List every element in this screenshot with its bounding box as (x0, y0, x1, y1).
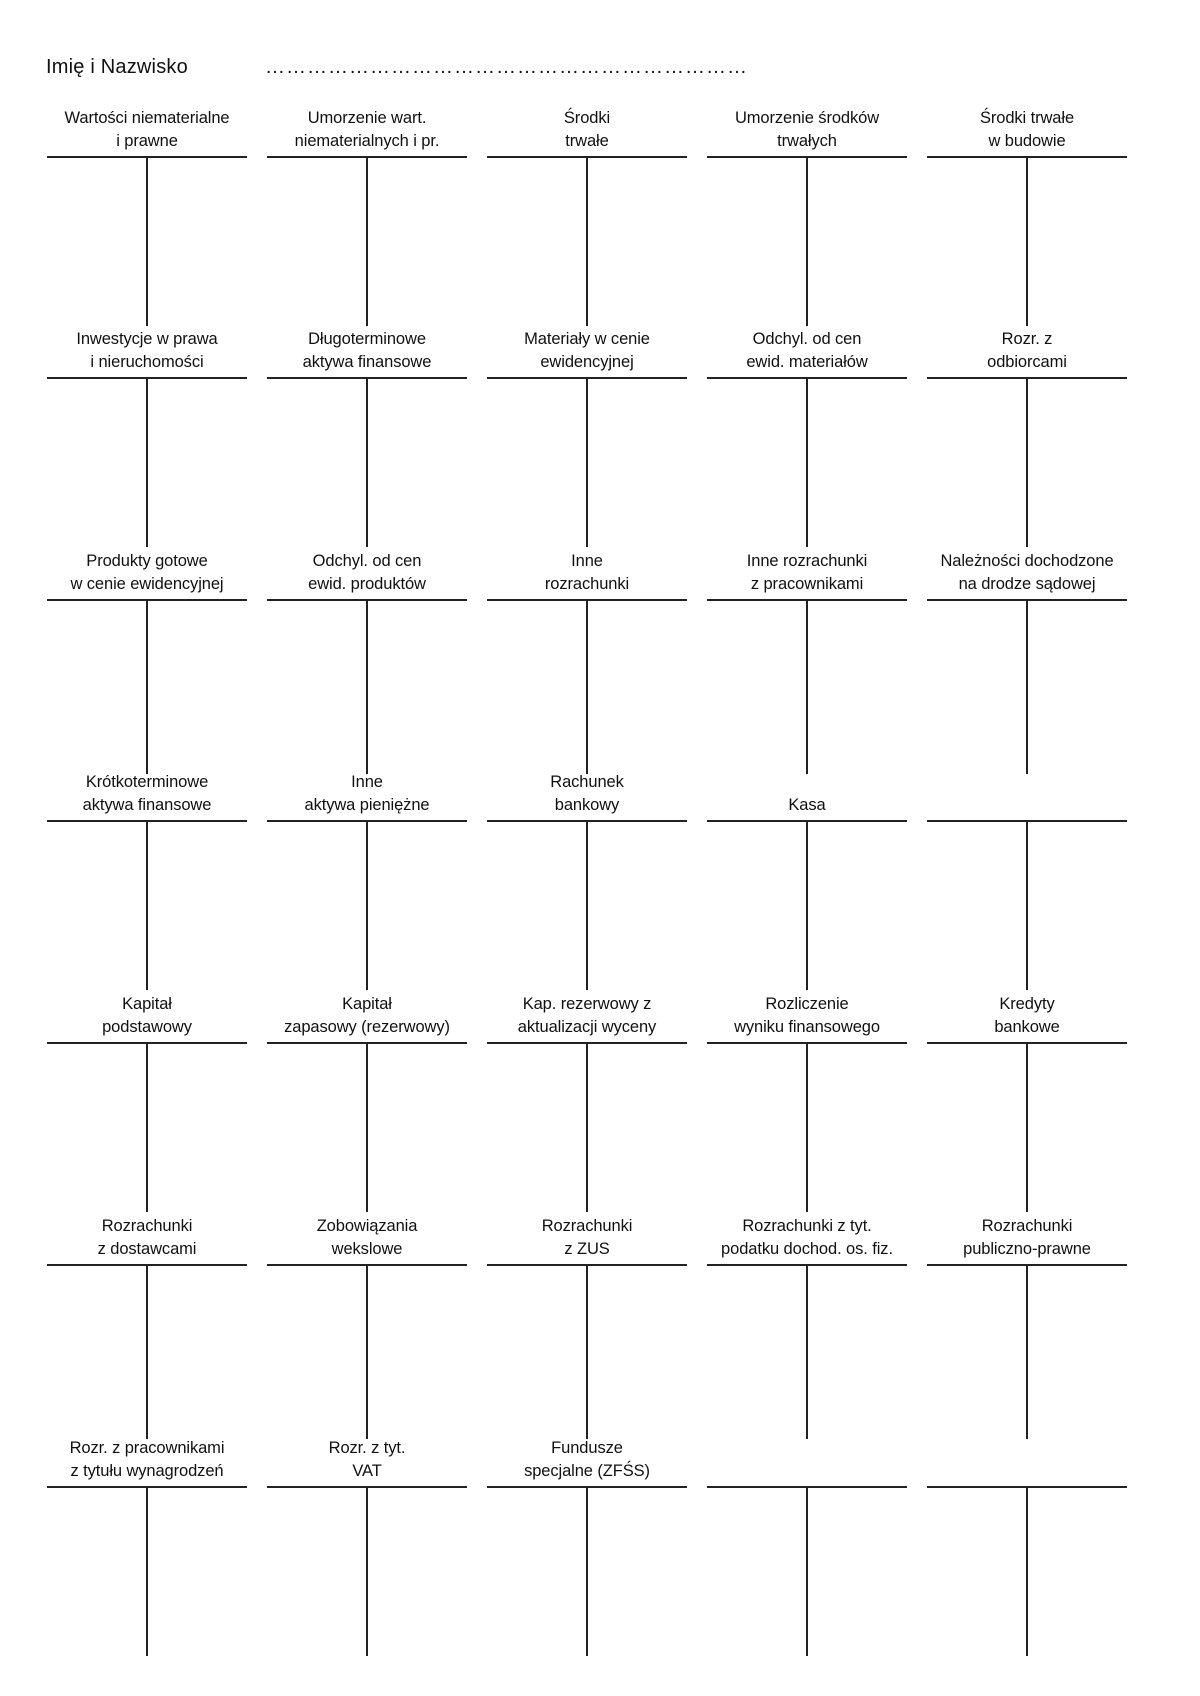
t-account-title: Inne aktywa pieniężne (304, 773, 430, 814)
t-account-divider (146, 156, 148, 326)
name-label: Imię i Nazwisko (46, 56, 188, 78)
t-account-divider (1026, 1486, 1028, 1656)
t-account-title: Produkty gotowe w cenie ewidencyjnej (70, 552, 224, 593)
t-account-divider (1026, 1264, 1028, 1439)
t-account-title: Inne rozrachunki (544, 552, 630, 593)
t-account-title: Odchyl. od cen ewid. produktów (308, 552, 426, 593)
t-account-title: Rozrachunki z dostawcami (97, 1217, 197, 1258)
t-account-divider (366, 156, 368, 326)
t-account-divider (1026, 156, 1028, 326)
t-account-title: Rozrachunki z ZUS (541, 1217, 633, 1258)
t-account-title: Rozliczenie wyniku finansowego (734, 995, 880, 1036)
t-account-divider (586, 1486, 588, 1656)
t-account-divider (146, 377, 148, 547)
t-account-divider (586, 377, 588, 547)
t-account-title: Kap. rezerwowy z aktualizacji wyceny (517, 995, 657, 1036)
t-account-title: Krótkoterminowe aktywa finansowe (82, 773, 212, 814)
t-account-title: Środki trwałe w budowie (979, 109, 1075, 150)
t-account-divider (146, 820, 148, 990)
t-account-divider (1026, 820, 1028, 990)
t-account-divider (366, 1264, 368, 1439)
t-account-title: Inne rozrachunki z pracownikami (746, 552, 868, 593)
t-account-divider (1026, 599, 1028, 774)
t-account-divider (366, 1486, 368, 1656)
t-account-divider (1026, 1042, 1028, 1212)
t-account-divider (586, 599, 588, 774)
t-account-title: Rozr. z pracownikami z tytułu wynagrodzeń (69, 1439, 225, 1480)
t-account-title: Kapitał zapasowy (rezerwowy) (284, 995, 450, 1036)
t-account-title: Rozrachunki z tyt. podatku dochod. os. fiz. (721, 1217, 893, 1258)
t-account-divider (806, 599, 808, 774)
t-account-title: Wartości niematerialne i prawne (64, 109, 230, 150)
t-account-title: Długoterminowe aktywa finansowe (302, 330, 432, 371)
t-account-divider (806, 1486, 808, 1656)
t-account-divider (586, 1264, 588, 1439)
t-account-divider (366, 599, 368, 774)
t-account-title: Rozrachunki publiczno-prawne (963, 1217, 1091, 1258)
t-account-title: Rozr. z tyt. VAT (328, 1439, 406, 1480)
t-account-title: Odchyl. od cen ewid. materiałów (746, 330, 868, 371)
t-account-title: Zobowiązania wekslowe (316, 1217, 418, 1258)
t-account-title: Fundusze specjalne (ZFŚS) (524, 1439, 650, 1480)
t-account-divider (146, 1042, 148, 1212)
t-account-divider (806, 820, 808, 990)
t-account-title: Umorzenie środków trwałych (734, 109, 880, 150)
t-account-title: Inwestycje w prawa i nieruchomości (76, 330, 218, 371)
t-account-title: Środki trwałe (563, 109, 611, 150)
t-account-title: Kasa (788, 796, 826, 814)
t-account-title: Rozr. z odbiorcami (987, 330, 1067, 371)
t-account-divider (366, 377, 368, 547)
t-account-divider (806, 1264, 808, 1439)
t-account-divider (1026, 377, 1028, 547)
t-account-title: Kapitał podstawowy (102, 995, 192, 1036)
t-account-divider (366, 820, 368, 990)
t-account-divider (146, 1264, 148, 1439)
t-account-divider (586, 1042, 588, 1212)
t-account-divider (586, 820, 588, 990)
t-account-divider (366, 1042, 368, 1212)
t-account-title: Materiały w cenie ewidencyjnej (524, 330, 650, 371)
t-account-title: Kredyty bankowe (994, 995, 1060, 1036)
t-account-divider (586, 156, 588, 326)
name-field[interactable]: …………………………………………………………… (265, 56, 748, 78)
t-account-divider (146, 599, 148, 774)
t-account-title: Należności dochodzone na drodze sądowej (940, 552, 1114, 593)
t-account-title: Umorzenie wart. niematerialnych i pr. (294, 109, 440, 150)
t-account-divider (806, 1042, 808, 1212)
t-account-divider (806, 156, 808, 326)
t-account-divider (146, 1486, 148, 1656)
t-account-divider (806, 377, 808, 547)
t-account-title: Rachunek bankowy (550, 773, 624, 814)
